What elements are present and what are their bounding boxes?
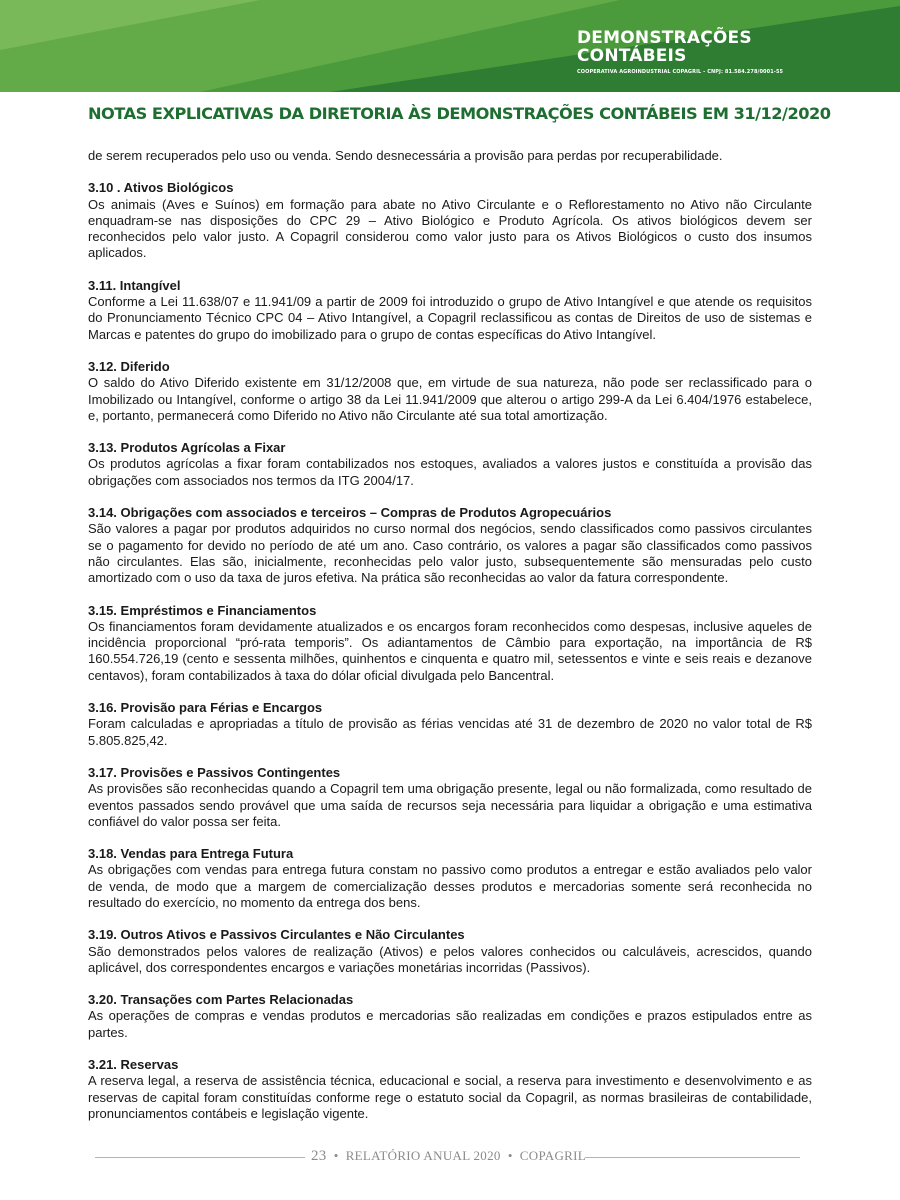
section-3-16 [88,700,812,749]
section-3-13 [88,440,812,489]
page-number: 23 [311,1148,327,1164]
section-heading: 3.12. Diferido [88,358,170,374]
footer-company: COPAGRIL [519,1148,586,1163]
section-3-14 [88,505,812,586]
section-heading: 3.19. Outros Ativos e Passivos Circulantes e Não Circulantes [88,927,465,943]
section-3-20 [88,992,812,1041]
section-body: As operações de compras e vendas produtos e mercadorias são realizadas em condições e prazos estipulados entre as partes. [88,1008,812,1040]
section-3-21 [88,1057,812,1122]
section-body: A reserva legal, a reserva de assistência técnica, educacional e social, a reserva para investimento e desenvolvimento e as reservas de capital foram constituídas conforme rege o estatuto social da Copagril, as normas brasileiras de contabilidade, pronunciamentos contábeis e legislação vigente. [88,1073,812,1121]
section-body: Os produtos agrícolas a fixar foram contabilizados nos estoques, avaliados a valores justos e constituída a provisão das obrigações com associados nos termos da ITG 2004/17. [88,456,812,488]
intro-paragraph: de serem recuperados pelo uso ou venda. Sendo desnecessária a provisão para perdas por recuperabilidade. [88,148,723,163]
section-3-19 [88,927,812,976]
footer-rule-left [95,1157,305,1158]
section-body: As provisões são reconhecidas quando a Copagril tem uma obrigação presente, legal ou não formalizada, como resultado de eventos passados sendo provável que uma saída de recursos seja necessária para liquidar a obrigação e uma estimativa confiável do valor possa ser feita. [88,781,812,829]
footer-report-name: RELATÓRIO ANUAL 2020 [345,1148,501,1163]
header-text [577,29,783,75]
header-banner [0,0,900,92]
footer-separator: • [504,1148,517,1163]
section-heading: 3.13. Produtos Agrícolas a Fixar [88,440,286,456]
section-heading: 3.11. Intangível [88,277,181,293]
section-3-10 [88,180,812,261]
header-subtitle: COOPERATIVA AGROINDUSTRIAL COPAGRIL - CNPJ: 81.584.278/0001-55 [577,69,784,75]
section-body: Conforme a Lei 11.638/07 e 11.941/09 a partir de 2009 foi introduzido o grupo de Ativo Intangível e que atende os requisitos do Pronunciamento Técnico CPC 04 – Ativo Intangível, a Copagril reclassificou as contas de Direitos de uso de sistemas e Marcas e patentes do grupo do imobilizado para o grupo de contas específicas do Ativo Intangível. [88,294,812,342]
section-body: Os financiamentos foram devidamente atualizados e os encargos foram reconhecidos como despesas, inclusive aqueles de incidência proporcional “pró-rata temporis”. Os adiantamentos de Câmbio para exportação, na importância de R$ 160.554.726,19 (cento e sessenta milhões, quinhentos e cinquenta e quatro mil, setessentos e vinte e seis reais e dezanove centavos), foram contabilizados à taxa do dólar oficial divulgada pelo Bancentral. [88,618,812,683]
section-heading: 3.18. Vendas para Entrega Futura [88,846,294,862]
section-3-15 [88,603,812,684]
section-body: Os animais (Aves e Suínos) em formação para abate no Ativo Circulante e o Reflorestamento no Ativo não Circulante enquadram-se nas disposições do CPC 29 – Ativo Biológico e Produto Agrícola. Os ativos biológicos devem ser reconhecidos pelo valor justo. A Copagril considerou como valor justo para os Ativos Biológicos o custo dos insumos aplicados. [88,196,812,261]
section-heading: 3.14. Obrigações com associados e terceiros – Compras de Produtos Agropecuários [88,505,612,521]
section-heading: 3.21. Reservas [88,1057,179,1073]
section-3-17 [88,765,812,830]
section-3-11 [88,278,812,343]
header-title: DEMONSTRAÇÕES CONTÁBEIS [577,28,752,66]
section-body: As obrigações com vendas para entrega futura constam no passivo como produtos a entregar e estão avaliados pelo valor de venda, de modo que a margem de comercialização desses produtos e mercadorias somente será reconhecida no resultado do exercício, no momento da entrega dos bens. [88,862,812,910]
section-3-12 [88,359,812,424]
section-heading: 3.17. Provisões e Passivos Contingentes [88,764,341,780]
footer-text [311,1148,586,1165]
section-heading: 3.20. Transações com Partes Relacionadas [88,992,354,1008]
section-body: O saldo do Ativo Diferido existente em 31/12/2008 que, em virtude de sua natureza, não pode ser reclassificado para o Imobilizado ou Intangível, conforme o artigo 38 da Lei 11.941/2009 que alterou o artigo 299-A da Lei 6.404/1976 estabelece, e, portanto, permanecerá como Diferido no Ativo não Circulante até sua total amortização. [88,375,812,423]
section-3-18 [88,846,812,911]
section-heading: 3.15. Empréstimos e Financiamentos [88,602,317,618]
document-body [88,148,812,1122]
section-body: São valores a pagar por produtos adquiridos no curso normal dos negócios, sendo classificados como passivos circulantes se o pagamento for devido no período de até um ano. Caso contrário, os valores a pagar são classificados como passivos não circulantes. Elas são, inicialmente, reconhecidas pelo valor justo, subsequentemente são mensuradas pelo custo amortizado com o uso da taxa de juros efetiva. Na prática são reconhecidas ao valor da fatura correspondente. [88,521,812,586]
section-heading: 3.16. Provisão para Férias e Encargos [88,700,323,716]
footer-separator: • [330,1148,343,1163]
footer-rule-right [585,1157,800,1158]
section-body: São demonstrados pelos valores de realização (Ativos) e pelos valores conhecidos ou calculáveis, acrescidos, quando aplicável, dos correspondentes encargos e variações monetárias incorridas (Passivos). [88,943,812,975]
section-heading: 3.10 . Ativos Biológicos [88,180,234,196]
page-footer [95,1148,800,1168]
document-title: NOTAS EXPLICATIVAS DA DIRETORIA ÀS DEMONSTRAÇÕES CONTÁBEIS EM 31/12/2020 [88,104,831,123]
section-body: Foram calculadas e apropriadas a título de provisão as férias vencidas até 31 de dezembro de 2020 no valor total de R$ 5.805.825,42. [88,716,812,748]
